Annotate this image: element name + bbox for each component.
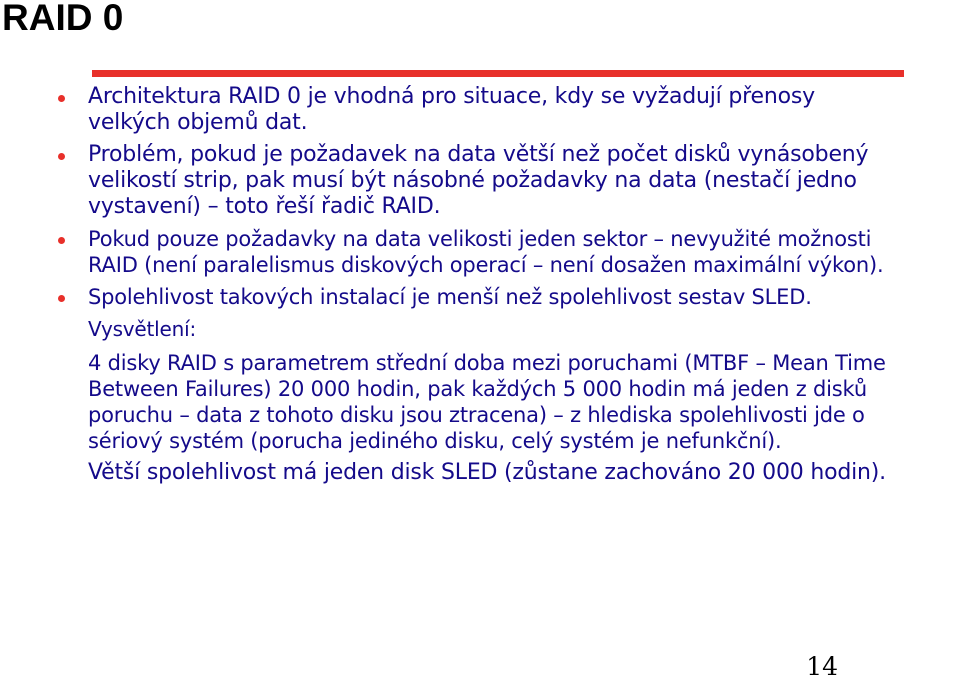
bullet-dot-icon — [58, 237, 65, 244]
explanation-conclusion: Větší spolehlivost má jeden disk SLED (zůstane zachováno 20 000 hodin). — [88, 460, 886, 485]
bullet-dot-icon — [58, 95, 65, 102]
bullet-item-single-sector — [88, 226, 903, 278]
bullet-item-architecture — [88, 84, 903, 136]
bullet-item-reliability — [88, 284, 903, 310]
bullet-item-problem — [88, 142, 903, 220]
bullet-text: Pokud pouze požadavky na data velikosti jeden sektor – nevyužité možnosti RAID (není paralelismus diskových operací – není dosažen maximální výkon). — [88, 227, 884, 277]
bullet-dot-icon — [58, 153, 65, 160]
page-number: 14 — [806, 652, 838, 681]
slide-content — [88, 84, 903, 486]
title-underline — [92, 70, 904, 77]
bullet-dot-icon — [58, 295, 65, 302]
explanation-label: Vysvětlení: — [88, 317, 197, 341]
bullet-text: Spolehlivost takových instalací je menší než spolehlivost sestav SLED. — [88, 285, 812, 309]
explanation-body: 4 disky RAID s parametrem střední doba mezi poruchami (MTBF – Mean Time Between Failures) 20 000 hodin, pak každých 5 000 hodin má jeden z disků poruchu – data z tohoto disku jsou ztracena) – z hlediska spolehlivosti jde o sériový systém (porucha jediného disku, celý systém je nefunkční). — [88, 351, 886, 453]
slide-title: RAID 0 — [2, 0, 124, 38]
bullet-text: Architektura RAID 0 je vhodná pro situace, kdy se vyžadují přenosy velkých objemů dat. — [88, 84, 815, 135]
bullet-list — [88, 84, 903, 310]
bullet-text: Problém, pokud je požadavek na data větší než počet disků vynásobený velikostí strip, pak musí být násobné požadavky na data (nestačí jedno vystavení) – toto řeší řadič RAID. — [88, 142, 869, 219]
